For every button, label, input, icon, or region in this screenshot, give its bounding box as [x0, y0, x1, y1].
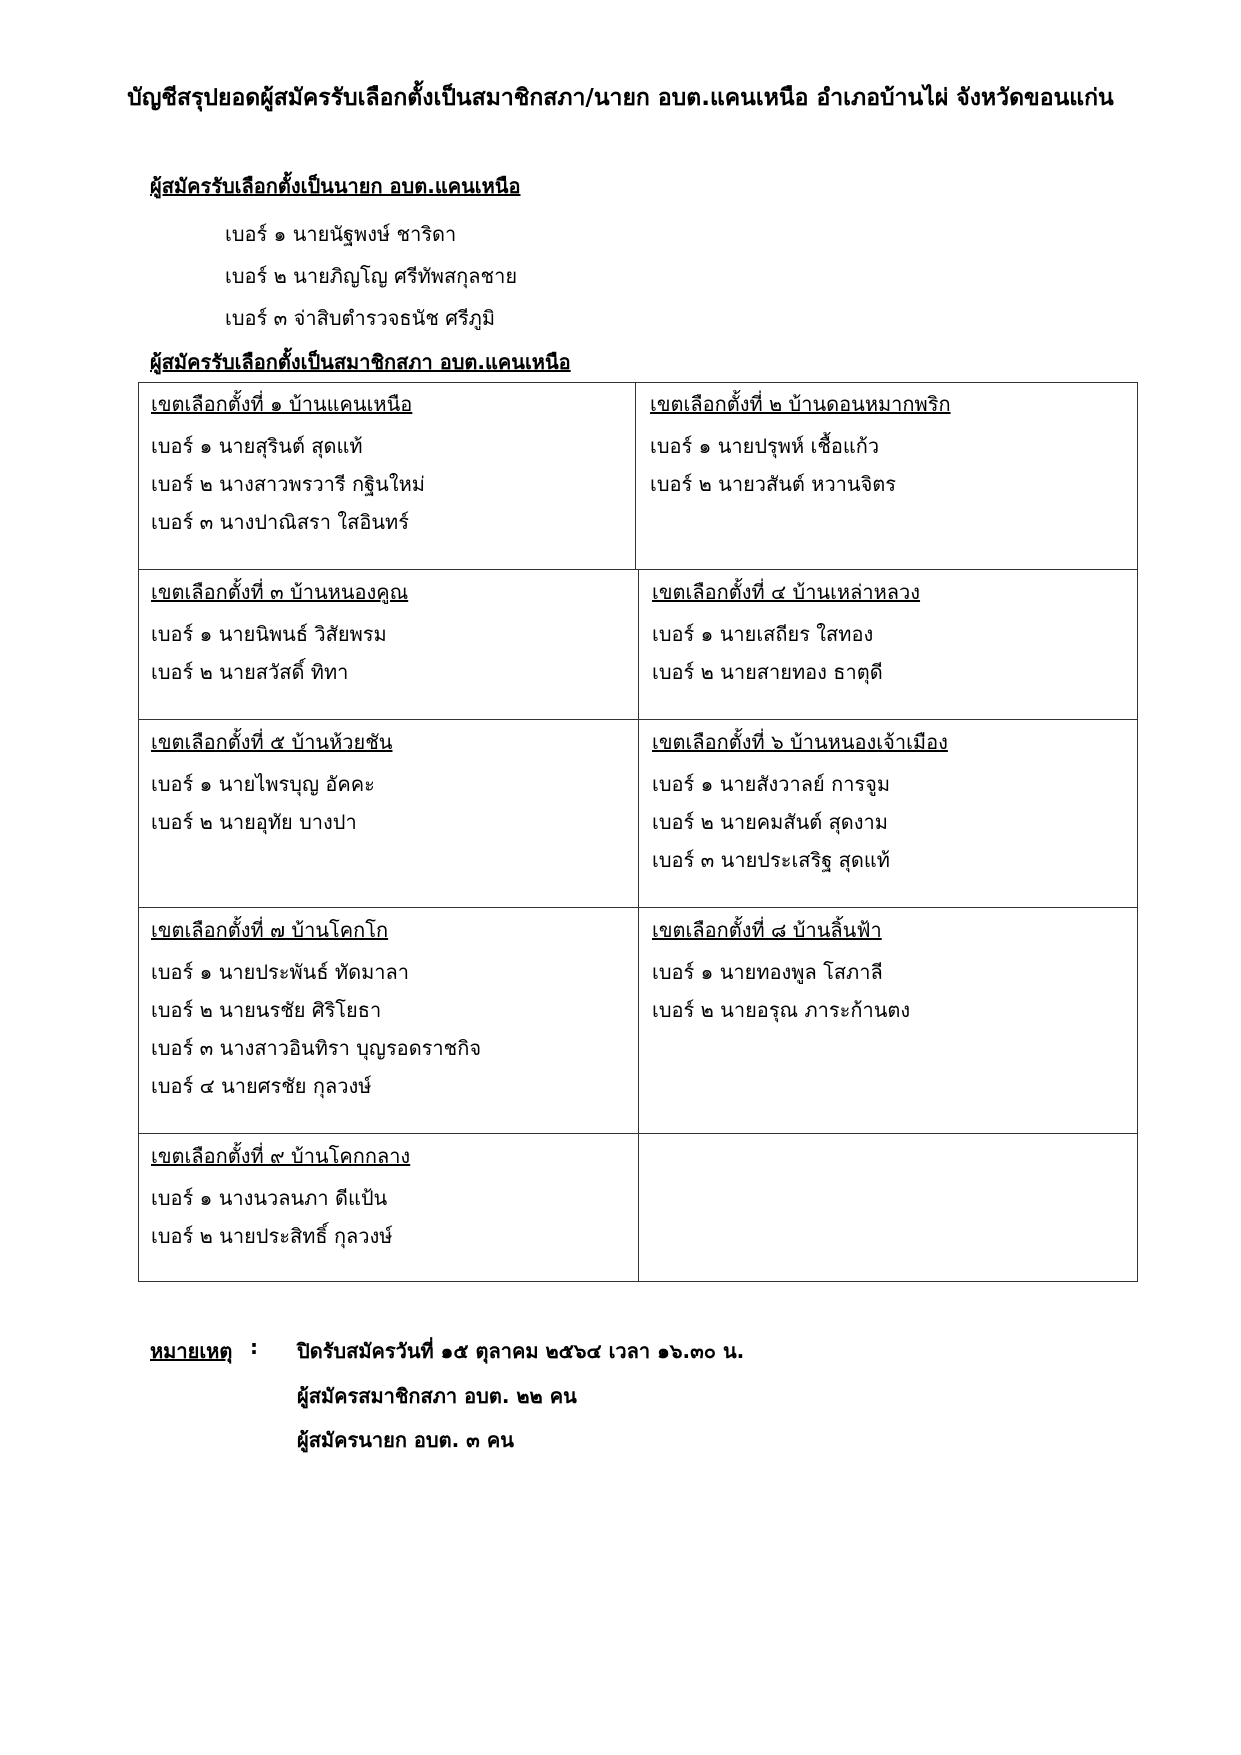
zone-candidate: เบอร์ ๒ นายคมสันต์ สุดงาม: [652, 810, 888, 834]
zone-header: เขตเลือกตั้งที่ ๓ บ้านหนองคูณ: [151, 580, 409, 604]
empty-cell: [640, 1135, 1138, 1281]
zone-candidate: เบอร์ ๒ นายนรชัย ศิริโยธา: [151, 998, 382, 1022]
zone-candidate: เบอร์ ๑ นายปรุพห์ เชื้อแก้ว: [650, 434, 880, 458]
zone-cell-9: [139, 1135, 638, 1281]
note-colon: :: [250, 1335, 258, 1359]
zone-cell-1: [139, 383, 635, 569]
zone-header: เขตเลือกตั้งที่ ๕ บ้านห้วยชัน: [151, 730, 393, 754]
zone-header: เขตเลือกตั้งที่ ๖ บ้านหนองเจ้าเมือง: [652, 730, 948, 754]
zone-candidate: เบอร์ ๓ นายประเสริฐ สุดแท้: [652, 848, 890, 872]
zone-candidate: เบอร์ ๓ นางสาวอินทิรา บุญรอดราชกิจ: [151, 1036, 482, 1060]
zone-candidate: เบอร์ ๒ นายประสิทธิ์ กุลวงษ์: [151, 1224, 393, 1248]
zone-candidate: เบอร์ ๑ นายประพันธ์ ทัดมาลา: [151, 960, 409, 984]
zone-header: เขตเลือกตั้งที่ ๑ บ้านแคนเหนือ: [151, 392, 413, 416]
mayor-candidate-list: [225, 213, 517, 339]
note-line-council-count: ผู้สมัครสมาชิกสภา อบต. ๒๒ คน: [297, 1384, 577, 1408]
zone-candidate: เบอร์ ๒ นายวสันต์ หวานจิตร: [650, 472, 897, 496]
table-column-divider: [635, 383, 636, 569]
zone-cell-4: [640, 571, 1138, 719]
document-title: บัญชีสรุปยอดผู้สมัครรับเลือกตั้งเป็นสมาชิกสภา/นายก อบต.แคนเหนือ อำเภอบ้านไผ่ จังหวัดขอนแก่น: [127, 85, 1114, 111]
note-line-mayor-count: ผู้สมัครนายก อบต. ๓ คน: [297, 1428, 514, 1452]
zone-cell-6: [640, 721, 1138, 907]
zone-candidate: เบอร์ ๑ นายนิพนธ์ วิสัยพรม: [151, 622, 387, 646]
zone-header: เขตเลือกตั้งที่ ๔ บ้านเหล่าหลวง: [652, 580, 921, 604]
mayor-candidate: เบอร์ ๒ นายภิญโญ ศรีทัพสกุลชาย: [225, 264, 518, 288]
mayor-section-heading: ผู้สมัครรับเลือกตั้งเป็นนายก อบต.แคนเหนือ: [150, 174, 521, 198]
zone-candidate: เบอร์ ๑ นายทองพูล โสภาลี: [652, 960, 883, 984]
zone-cell-7: [139, 909, 638, 1133]
mayor-candidate: เบอร์ ๓ จ่าสิบตำรวจธนัช ศรีภูมิ: [225, 306, 496, 330]
zone-header: เขตเลือกตั้งที่ ๒ บ้านดอนหมากพริก: [650, 392, 951, 416]
zone-candidate: เบอร์ ๒ นายอุทัย บางปา: [151, 810, 357, 834]
zone-header: เขตเลือกตั้งที่ ๗ บ้านโคกโก: [151, 918, 389, 942]
zone-candidate: เบอร์ ๑ นายไพรบุญ อัคคะ: [151, 772, 375, 796]
zone-cell-3: [139, 571, 638, 719]
zone-candidate: เบอร์ ๑ นายสุรินต์ สุดแท้: [151, 434, 363, 458]
zone-candidate: เบอร์ ๒ นายอรุณ ภาระก้านตง: [652, 998, 911, 1022]
note-label: หมายเหตุ: [150, 1339, 233, 1363]
council-zones-table: [138, 382, 1138, 1282]
council-section-heading: ผู้สมัครรับเลือกตั้งเป็นสมาชิกสภา อบต.แคนเหนือ: [150, 350, 571, 374]
zone-cell-5: [139, 721, 638, 907]
note-line-closing-date: ปิดรับสมัครวันที่ ๑๕ ตุลาคม ๒๕๖๔ เวลา ๑๖.๓๐ น.: [297, 1339, 745, 1363]
zone-candidate: เบอร์ ๑ นางนวลนภา ดีแป้น: [151, 1186, 388, 1210]
zone-cell-2: [638, 383, 1138, 569]
zone-candidate: เบอร์ ๑ นายสังวาลย์ การจูม: [652, 772, 891, 796]
zone-candidate: เบอร์ ๔ นายศรชัย กุลวงษ์: [151, 1074, 372, 1098]
zone-candidate: เบอร์ ๓ นางปาณิสรา ใสอินทร์: [151, 510, 409, 534]
zone-candidate: เบอร์ ๑ นายเสถียร ใสทอง: [652, 622, 874, 646]
zone-header: เขตเลือกตั้งที่ ๘ บ้านลิ้นฟ้า: [652, 918, 882, 942]
table-column-divider: [638, 569, 639, 1281]
zone-candidate: เบอร์ ๒ นายสวัสดิ์ ทิทา: [151, 660, 349, 684]
zone-candidate: เบอร์ ๒ นายสายทอง ธาตุดี: [652, 660, 883, 684]
zone-header: เขตเลือกตั้งที่ ๙ บ้านโคกกลาง: [151, 1144, 411, 1168]
zone-cell-8: [640, 909, 1138, 1133]
zone-candidate: เบอร์ ๒ นางสาวพรวารี กฐินใหม่: [151, 472, 425, 496]
mayor-candidate: เบอร์ ๑ นายนัฐพงษ์ ชาริดา: [225, 222, 457, 246]
